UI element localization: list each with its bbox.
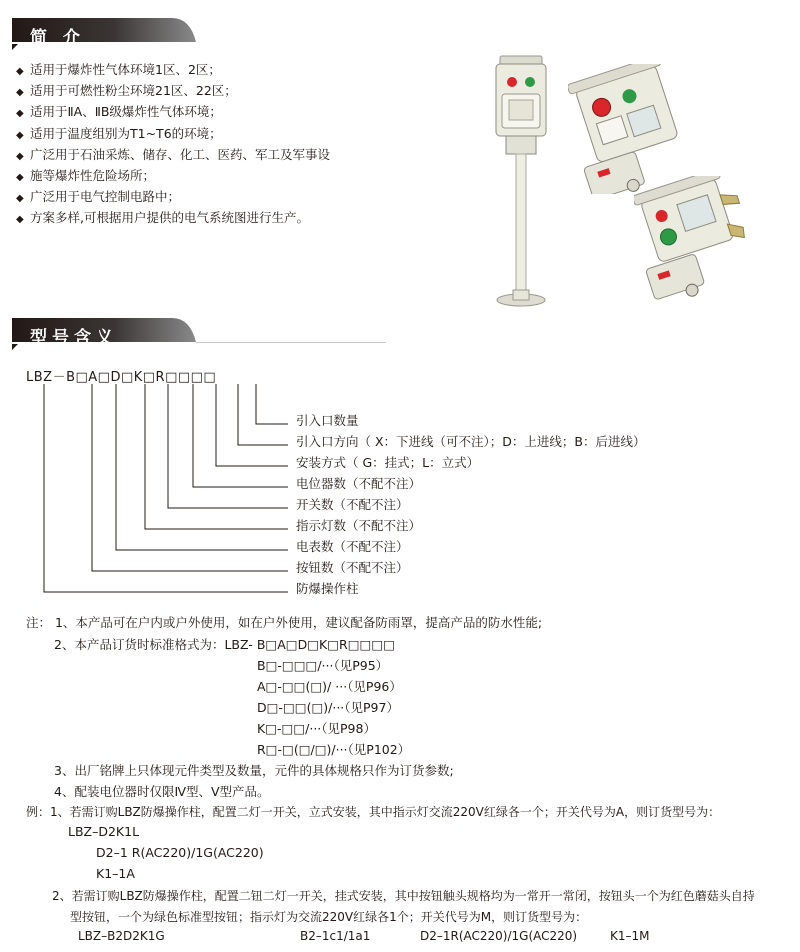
format-line: R□-□(□/□)/···（见P102） bbox=[257, 742, 411, 757]
example-2-line: K1–1M bbox=[610, 929, 650, 943]
model-leader-lines bbox=[0, 380, 300, 600]
intro-section-title: 简 介 bbox=[30, 28, 85, 48]
model-label: 引入口方向（ X：下进线（可不注）；D：上进线；B：后进线） bbox=[296, 434, 646, 449]
model-label: 开关数（不配不注） bbox=[296, 497, 409, 512]
model-labels bbox=[296, 410, 646, 599]
model-label: 电位器数（不配不注） bbox=[296, 476, 422, 491]
list-item: ◆ 广泛用于石油采炼、储存、化工、医药、军工及军事设 bbox=[16, 145, 330, 166]
section-rule bbox=[196, 342, 386, 343]
list-item: ◆ 适用于爆炸性气体环境1区、2区； bbox=[16, 60, 330, 81]
model-section-banner bbox=[12, 318, 202, 350]
format-line: B□-□□□/···（见P95） bbox=[257, 658, 389, 673]
model-label: 指示灯数（不配不注） bbox=[296, 518, 422, 533]
example-2-model: LBZ–B2D2K1G bbox=[78, 929, 165, 943]
diamond-bullet-icon: ◆ bbox=[16, 150, 24, 162]
product-photo-box-medium bbox=[634, 176, 750, 300]
product-photo-pillar bbox=[486, 52, 556, 314]
model-label: 防爆操作柱 bbox=[296, 581, 359, 596]
diamond-bullet-icon: ◆ bbox=[16, 129, 24, 141]
model-label: 引入口数量 bbox=[296, 413, 359, 428]
format-line: A□-□□(□)/ ···（见P96） bbox=[257, 679, 402, 694]
example-1-line: K1–1A bbox=[96, 866, 135, 881]
intro-list bbox=[16, 60, 330, 230]
example-2-line: B2–1c1/1a1 bbox=[300, 929, 371, 943]
example-2-b: 型按钮，一个为绿色标准型按钮；指示灯为交流220V红绿各1个；开关代号为M，则订货型号为： bbox=[70, 910, 588, 924]
list-item: ◆ 施等爆炸性危险场所； bbox=[16, 166, 330, 187]
example-1: 例：1、若需订购LBZ防爆操作柱，配置二灯一开关，立式安装，其中指示灯交流220V红绿各一个；开关代号为A，则订货型号为： bbox=[26, 805, 721, 819]
model-section-title: 型号含义 bbox=[30, 328, 118, 348]
model-label: 电表数（不配不注） bbox=[296, 539, 409, 554]
note-2: 2、本产品订货时标准格式为：LBZ- B□A□D□K□R□□□□ bbox=[54, 637, 395, 652]
diamond-bullet-icon: ◆ bbox=[16, 108, 24, 120]
model-label: 按钮数（不配不注） bbox=[296, 560, 409, 575]
example-2-a: 2、若需订购LBZ防爆操作柱，配置二钮二灯一开关，挂式安装，其中按钮触头规格均为一常开一常闭，按钮头一个为红色蘑菇头自持 bbox=[52, 889, 755, 903]
model-label: 安装方式（ G：挂式；L：立式） bbox=[296, 455, 480, 470]
diamond-bullet-icon: ◆ bbox=[16, 172, 24, 184]
example-1-model: LBZ–D2K1L bbox=[68, 824, 140, 839]
note-1: 注： 1、本产品可在户内或户外使用，如在户外使用，建议配备防雨罩，提高产品的防水性能; bbox=[26, 615, 543, 630]
model-code: LBZ－B□A□D□K□R□□□□ bbox=[26, 370, 217, 385]
intro-section-banner bbox=[12, 18, 202, 50]
list-item: ◆ 适用于温度组别为T1~T6的环境； bbox=[16, 124, 330, 145]
list-item: ◆ 方案多样,可根据用户提供的电气系统图进行生产。 bbox=[16, 208, 330, 229]
list-item: ◆ 适用于ⅡA、ⅡB级爆炸性气体环境； bbox=[16, 102, 330, 123]
note-3: 3、出厂铭牌上只体现元件类型及数量，元件的具体规格只作为订货参数; bbox=[54, 763, 454, 778]
diamond-bullet-icon: ◆ bbox=[16, 66, 24, 77]
format-line: D□-□□(□)/···（见P97） bbox=[257, 700, 399, 715]
diamond-bullet-icon: ◆ bbox=[16, 193, 24, 205]
list-item: ◆ 适用于可燃性粉尘环境21区、22区； bbox=[16, 81, 330, 102]
diamond-bullet-icon: ◆ bbox=[16, 214, 24, 226]
format-line: K□-□□/···（见P98） bbox=[257, 721, 376, 736]
product-photo-box-large bbox=[568, 64, 690, 194]
example-1-line: D2–1 R(AC220)/1G(AC220) bbox=[96, 845, 264, 860]
list-item: ◆ 广泛用于电气控制电路中； bbox=[16, 187, 330, 208]
note-4: 4、配装电位器时仅限Ⅳ型、Ⅴ型产品。 bbox=[54, 784, 270, 799]
diamond-bullet-icon: ◆ bbox=[16, 87, 24, 99]
example-2-line: D2–1R(AC220)/1G(AC220) bbox=[420, 929, 578, 943]
